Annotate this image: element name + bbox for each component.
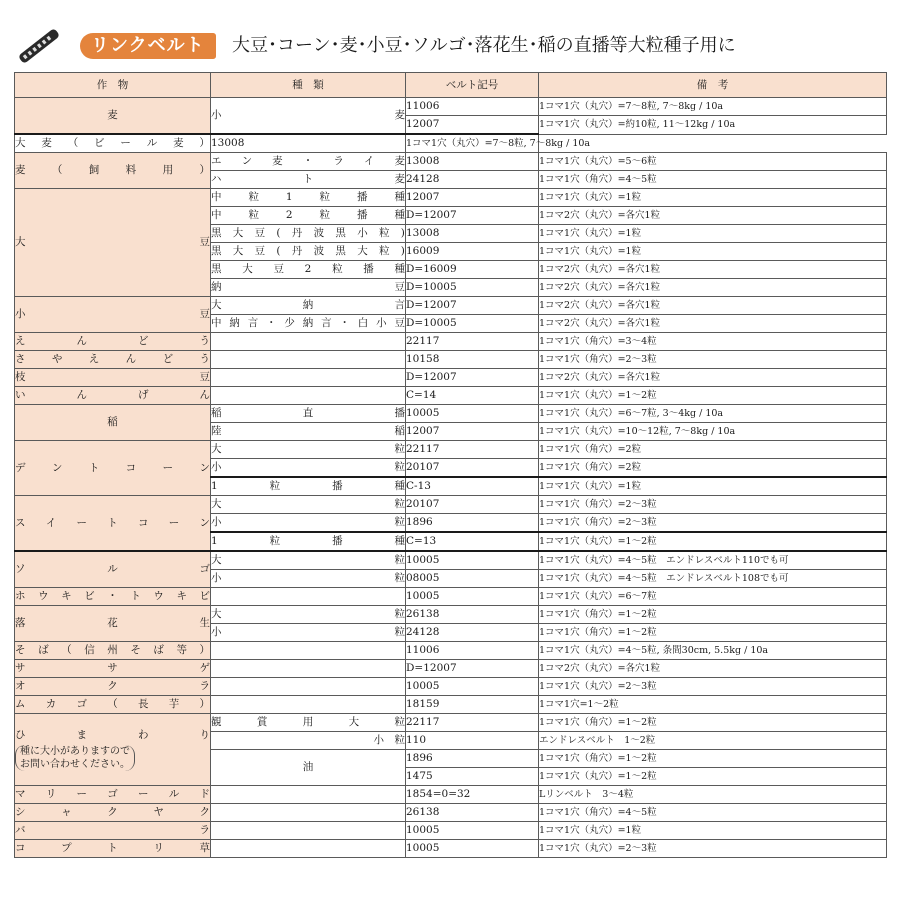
crop-cell [15, 696, 211, 714]
kind-name: 小 麦 [211, 109, 405, 121]
crop-name: デ ン ト コ ー ン [15, 461, 210, 474]
kind-name: 1 粒 播 種 [211, 480, 405, 492]
kind-cell [211, 551, 406, 570]
belt-code: 08005 [406, 570, 539, 588]
belt-code: 22117 [406, 441, 539, 459]
crop-name: 麦 （ 飼 料 用 ） [15, 164, 210, 176]
table-row [15, 134, 887, 153]
kind-cell [15, 134, 211, 153]
table-row [15, 98, 887, 116]
remark: 1コマ1穴（丸穴）=1粒 [539, 477, 887, 496]
kind-cell [211, 714, 406, 732]
crop-cell [15, 660, 211, 678]
crop-cell [15, 804, 211, 822]
kind-name: 小 粒 [373, 734, 405, 746]
table-row [15, 696, 887, 714]
crop-name: マ リ ー ゴ ー ル ド [15, 788, 210, 800]
link-belt-icon [14, 24, 64, 68]
remark: 1コマ1穴（丸穴）=2～3粒 [539, 840, 887, 858]
kind-cell [211, 351, 406, 369]
belt-code: D=12007 [406, 660, 539, 678]
crop-cell [15, 588, 211, 606]
kind-name: 大 粒 [211, 498, 405, 510]
kind-cell [211, 822, 406, 840]
kind-name: ハ ト 麦 [211, 173, 405, 185]
kind-name: 小 粒 [211, 516, 405, 528]
belt-code: 10005 [406, 588, 539, 606]
table-row [15, 840, 887, 858]
crop-name: 大 豆 [15, 236, 210, 248]
crop-name: そ ば （ 信 州 そ ば 等 ） [15, 644, 210, 656]
crop-cell [15, 606, 211, 642]
crop-name: シ ャ ク ヤ ク [15, 806, 210, 818]
belt-code: 26138 [406, 606, 539, 624]
table-row [15, 153, 887, 171]
crop-name: え ん ど う [15, 335, 210, 347]
kind-name: 黒 大 豆 ( 丹 波 黒 小 粒 ) [211, 227, 405, 239]
table-row [15, 804, 887, 822]
kind-name: 黒 大 豆 2 粒 播 種 [211, 263, 405, 275]
belt-code: 22117 [406, 333, 539, 351]
crop-name: 落 花 生 [15, 617, 210, 629]
crop-cell [15, 642, 211, 660]
kind-name: 1 粒 播 種 [211, 535, 405, 547]
crop-cell [15, 678, 211, 696]
remark: 1コマ1穴（丸穴）=5～6粒 [539, 153, 887, 171]
page-title: 大豆･コーン･麦･小豆･ソルゴ･落花生･稲の直播等大粒種子用に [232, 35, 736, 56]
remark: 1コマ1穴（角穴）=2～3粒 [539, 514, 887, 533]
crop-cell [15, 369, 211, 387]
remark: 1コマ1穴（角穴）=1～2粒 [539, 714, 887, 732]
table-row [15, 369, 887, 387]
belt-code: C-13 [406, 477, 539, 496]
remark: 1コマ1穴（丸穴）=1粒 [539, 243, 887, 261]
kind-cell [211, 405, 406, 423]
table-row [15, 333, 887, 351]
crop-name: 麦 [107, 109, 118, 121]
crop-cell [15, 333, 211, 351]
kind-name: 大 粒 [211, 608, 405, 620]
remark: 1コマ1穴（丸穴）=1～2粒 [539, 532, 887, 551]
kind-name: 稲 直 播 [211, 407, 405, 419]
belt-code: 1854=0=32 [406, 786, 539, 804]
kind-name: 観 賞 用 大 粒 [211, 716, 405, 728]
kind-cell [211, 750, 406, 786]
crop-cell [15, 840, 211, 858]
belt-code: 16009 [406, 243, 539, 261]
kind-cell [211, 570, 406, 588]
table-row [15, 441, 887, 459]
crop-cell [15, 496, 211, 552]
kind-cell [211, 732, 406, 750]
kind-cell [211, 606, 406, 624]
remark: 1コマ2穴（丸穴）=各穴1粒 [539, 660, 887, 678]
kind-name: 大 粒 [211, 443, 405, 455]
kind-cell [211, 423, 406, 441]
remark: 1コマ1穴（丸穴）=1～2粒 [539, 387, 887, 405]
crop-cell [15, 551, 211, 588]
kind-cell [211, 98, 406, 135]
remark: 1コマ2穴（丸穴）=各穴1粒 [539, 297, 887, 315]
kind-name: 黒 大 豆 ( 丹 波 黒 大 粒 ) [211, 245, 405, 257]
crop-name: コ プ ト リ 草 [15, 842, 210, 854]
belt-code: 10005 [406, 405, 539, 423]
remark: 1コマ1穴（丸穴）=6～7粒 [539, 588, 887, 606]
kind-cell [211, 333, 406, 351]
table-row [15, 714, 887, 732]
belt-code: 11006 [406, 98, 539, 116]
belt-code: 12007 [406, 116, 539, 135]
kind-name: 大 麦 （ ビ ー ル 麦 ） [15, 137, 210, 149]
kind-cell [211, 315, 406, 333]
belt-code: 26138 [406, 804, 539, 822]
remark: 1コマ1穴（丸穴）=7～8粒, 7～8kg / 10a [406, 134, 539, 153]
kind-cell [211, 387, 406, 405]
remark: 1コマ2穴（丸穴）=各穴1粒 [539, 279, 887, 297]
remark: 1コマ1穴（丸穴）=1粒 [539, 822, 887, 840]
kind-name: 中 粒 2 粒 播 種 [211, 209, 405, 221]
remark: 1コマ1穴（丸穴）=1粒 [539, 225, 887, 243]
table-row [15, 405, 887, 423]
remark: 1コマ1穴（丸穴）=4～5粒 エンドレスベルト108でも可 [539, 570, 887, 588]
kind-name: 納 豆 [211, 281, 405, 293]
table-header-row [15, 73, 887, 98]
column-header-kind: 種 類 [211, 73, 406, 98]
crop-cell [15, 387, 211, 405]
kind-name: 小 粒 [211, 626, 405, 638]
link-belt-badge: リンクベルト [80, 33, 216, 59]
belt-code: 10158 [406, 351, 539, 369]
column-header-belt: ベルト記号 [406, 73, 539, 98]
remark: エンドレスベルト 1～2粒 [539, 732, 887, 750]
inquiry-note-line: お問い合わせください。 [20, 759, 130, 770]
kind-name: 大 粒 [211, 554, 405, 566]
column-header-note: 備 考 [539, 73, 887, 98]
crop-name: サ サ ゲ [15, 662, 210, 674]
crop-cell [15, 822, 211, 840]
remark: 1コマ1穴（丸穴）=2～3粒 [539, 678, 887, 696]
crop-name: い ん げ ん [15, 389, 210, 401]
belt-table [14, 72, 887, 858]
crop-cell [15, 714, 211, 786]
belt-code: 13008 [406, 153, 539, 171]
remark: 1コマ1穴（角穴）=1～2粒 [539, 750, 887, 768]
table-row [15, 588, 887, 606]
kind-cell [211, 279, 406, 297]
kind-cell [211, 369, 406, 387]
kind-name: 中 納 言 ・ 少 納 言 ・ 白 小 豆 [211, 317, 405, 329]
remark: 1コマ2穴（丸穴）=各穴1粒 [539, 369, 887, 387]
belt-code: C=13 [406, 532, 539, 551]
kind-cell [211, 261, 406, 279]
kind-cell [211, 297, 406, 315]
table-row [15, 496, 887, 514]
kind-cell [211, 171, 406, 189]
remark: 1コマ1穴（丸穴）=7～8粒, 7～8kg / 10a [539, 98, 887, 116]
kind-cell [211, 477, 406, 496]
remark: 1コマ1穴（角穴）=1～2粒 [539, 606, 887, 624]
crop-name: さ や え ん ど う [15, 353, 210, 365]
kind-cell [211, 642, 406, 660]
belt-code: 24128 [406, 624, 539, 642]
kind-cell [211, 459, 406, 478]
crop-cell [15, 98, 211, 135]
belt-code: D=12007 [406, 369, 539, 387]
title-bar [14, 24, 886, 68]
kind-cell [211, 225, 406, 243]
table-row [15, 786, 887, 804]
belt-code: D=10005 [406, 315, 539, 333]
crop-name: ソ ル ゴ [15, 563, 210, 575]
kind-cell [211, 786, 406, 804]
kind-name: 陸 稲 [211, 425, 405, 437]
crop-name: 枝 豆 [15, 371, 210, 383]
kind-cell [211, 441, 406, 459]
kind-name: 小 粒 [211, 461, 405, 473]
belt-code: D=10005 [406, 279, 539, 297]
belt-code: 20107 [406, 459, 539, 478]
kind-cell [211, 624, 406, 642]
kind-cell [211, 514, 406, 533]
crop-name: バ ラ [15, 824, 210, 836]
inquiry-note [15, 745, 210, 771]
crop-cell [15, 351, 211, 369]
remark: 1コマ1穴（丸穴）=6～7粒, 3～4kg / 10a [539, 405, 887, 423]
kind-cell [211, 678, 406, 696]
kind-cell [211, 532, 406, 551]
crop-cell [15, 297, 211, 333]
belt-code: 13008 [406, 225, 539, 243]
crop-name: 小 豆 [15, 308, 210, 320]
belt-code: 1475 [406, 768, 539, 786]
kind-name: 中 粒 1 粒 播 種 [211, 191, 405, 203]
table-body [15, 98, 887, 858]
belt-code: 20107 [406, 496, 539, 514]
table-row [15, 387, 887, 405]
table-row [15, 606, 887, 624]
remark: 1コマ2穴（丸穴）=各穴1粒 [539, 207, 887, 225]
crop-cell [15, 153, 211, 189]
remark: 1コマ1穴（角穴）=3～4粒 [539, 333, 887, 351]
belt-code: 12007 [406, 189, 539, 207]
remark: 1コマ1穴（角穴）=4～5粒 [539, 171, 887, 189]
crop-name: 稲 [107, 416, 118, 428]
crop-name: ス イ ー ト コ ー ン [15, 516, 210, 529]
crop-cell [15, 786, 211, 804]
table-row [15, 822, 887, 840]
crop-name: オ ク ラ [15, 680, 210, 692]
belt-code: 10005 [406, 840, 539, 858]
crop-cell [15, 441, 211, 496]
belt-code: 18159 [406, 696, 539, 714]
crop-name: ム カ ゴ （ 長 芋 ） [15, 698, 210, 710]
belt-code: 1896 [406, 750, 539, 768]
kind-name: 大 納 言 [211, 299, 405, 311]
crop-cell [15, 405, 211, 441]
remark: 1コマ2穴（丸穴）=各穴1粒 [539, 315, 887, 333]
remark: 1コマ1穴（角穴）=4～5粒 [539, 804, 887, 822]
table-row [15, 660, 887, 678]
kind-cell [211, 696, 406, 714]
remark: 1コマ1穴（角穴）=2粒 [539, 459, 887, 478]
kind-cell [211, 243, 406, 261]
kind-cell [211, 840, 406, 858]
kind-cell [211, 804, 406, 822]
kind-cell [211, 496, 406, 514]
belt-code: 13008 [211, 134, 406, 153]
remark: 1コマ1穴（角穴）=2～3粒 [539, 496, 887, 514]
remark: 1コマ1穴（丸穴）=4～5粒 エンドレスベルト110でも可 [539, 551, 887, 570]
remark: 1コマ1穴（丸穴）=10～12粒, 7～8kg / 10a [539, 423, 887, 441]
belt-code: 11006 [406, 642, 539, 660]
table-row [15, 189, 887, 207]
table-row [15, 642, 887, 660]
belt-code: 10005 [406, 678, 539, 696]
remark: 1コマ1穴（丸穴）=1～2粒 [539, 768, 887, 786]
belt-code: 24128 [406, 171, 539, 189]
kind-cell [211, 660, 406, 678]
belt-code: D=16009 [406, 261, 539, 279]
remark: 1コマ1穴（丸穴）=4～5粒, 条間30cm, 5.5kg / 10a [539, 642, 887, 660]
belt-code: 22117 [406, 714, 539, 732]
belt-code: 12007 [406, 423, 539, 441]
kind-cell [211, 207, 406, 225]
remark: 1コマ1穴（角穴）=2～3粒 [539, 351, 887, 369]
remark: 1コマ1穴（角穴）=2粒 [539, 441, 887, 459]
crop-cell [15, 189, 211, 297]
belt-code: D=12007 [406, 297, 539, 315]
kind-name: 油 [302, 761, 314, 773]
kind-cell [211, 153, 406, 171]
belt-code: 110 [406, 732, 539, 750]
belt-code: 1896 [406, 514, 539, 533]
belt-code: 10005 [406, 551, 539, 570]
kind-cell [211, 588, 406, 606]
remark: 1コマ2穴（丸穴）=各穴1粒 [539, 261, 887, 279]
remark: 1コマ1穴（丸穴）=1粒 [539, 189, 887, 207]
crop-name: ひ ま わ り [15, 729, 210, 741]
table-row [15, 297, 887, 315]
remark: 1コマ1穴=1～2粒 [539, 696, 887, 714]
table-row [15, 551, 887, 570]
table-row [15, 678, 887, 696]
inquiry-note-line: 種に大小がありますので [20, 746, 130, 757]
belt-code: D=12007 [406, 207, 539, 225]
kind-cell [211, 189, 406, 207]
kind-name: 小 粒 [211, 572, 405, 584]
belt-code: 10005 [406, 822, 539, 840]
belt-code: C=14 [406, 387, 539, 405]
column-header-crop: 作 物 [15, 73, 211, 98]
remark: 1コマ1穴（丸穴）=約10粒, 11～12kg / 10a [539, 116, 887, 135]
remark: 1コマ1穴（角穴）=1～2粒 [539, 624, 887, 642]
kind-name: エ ン 麦 ・ ラ イ 麦 [211, 155, 405, 167]
table-row [15, 351, 887, 369]
remark: Lリンベルト 3～4粒 [539, 786, 887, 804]
crop-name: ホ ウ キ ビ ・ ト ウ キ ビ [15, 590, 210, 602]
